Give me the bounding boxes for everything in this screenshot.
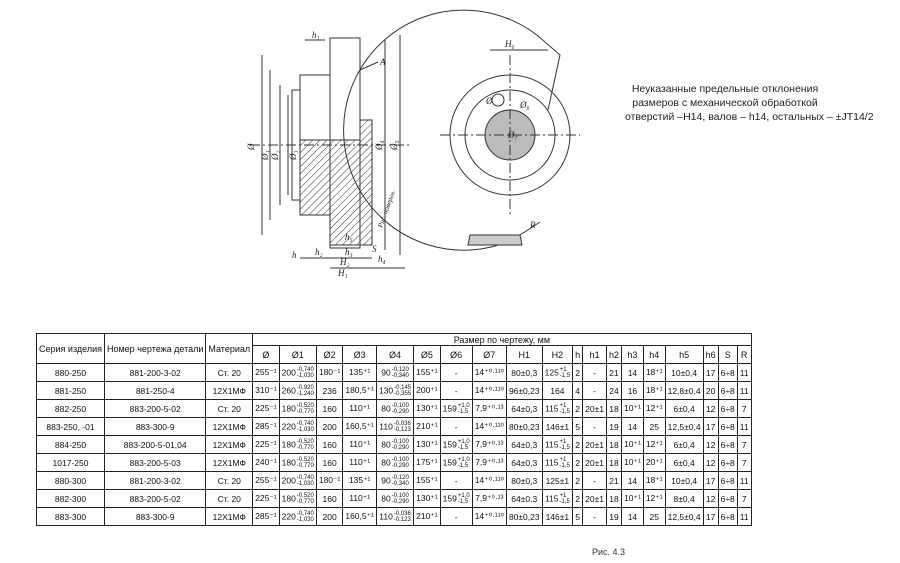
table-cell: 115 +1 -1,5 (542, 436, 573, 454)
table-cell: 110 -0,036 -0,123 (376, 508, 413, 526)
table-cell: - (583, 364, 607, 382)
table-cell: 80±0,3 (506, 364, 542, 382)
table-cell: 12Х1МФ (206, 418, 253, 436)
table-cell: 2 (573, 454, 583, 472)
table-cell: 130⁺¹ (414, 490, 441, 508)
table-cell: 7 (737, 490, 751, 508)
table-cell: 80 -0,100 -0,290 (376, 454, 413, 472)
table-cell: 881-250-4 (104, 382, 205, 400)
table-cell: 18 (607, 436, 622, 454)
table-cell: 180,5⁺¹ (343, 382, 377, 400)
table-cell: 7 (737, 436, 751, 454)
table-cell: 17 (703, 472, 718, 490)
table-cell: 160 (316, 436, 343, 454)
table-cell: 18 (607, 400, 622, 418)
table-cell: 17 (703, 508, 718, 526)
table-cell: 883-200-5-02 (104, 400, 205, 418)
table-row (37, 472, 752, 490)
table-cell: 240⁻¹ (253, 454, 280, 472)
table-cell: 11 (737, 418, 751, 436)
table-cell: 159 +1,0 -1,5 (440, 490, 472, 508)
table-cell: 260 -0,920 -1,240 (279, 382, 316, 400)
table-cell: - (583, 382, 607, 400)
label-H2: H₂ (340, 257, 350, 267)
label-d2: Ø₂ (270, 150, 280, 160)
table-cell: 7 (737, 454, 751, 472)
table-cell: 12Х1МФ (206, 436, 253, 454)
size-col-header: Ø2 (316, 346, 343, 364)
table-cell: 200 (316, 508, 343, 526)
label-d7: Ø₇ (508, 130, 518, 140)
table-cell: 20 (703, 382, 718, 400)
table-cell: 1017-250 (37, 454, 105, 472)
table-cell: 7,9⁺⁰·¹³ (472, 490, 506, 508)
table-cell: 881-250 (37, 382, 105, 400)
table-cell: 12,8±0,4 (665, 382, 703, 400)
table-cell: 225⁻¹ (253, 400, 280, 418)
table-cell: 12 (703, 454, 718, 472)
label-d4: Ø₄ (374, 140, 384, 150)
label-R: R (530, 220, 536, 230)
table-cell: 255⁻¹ (253, 364, 280, 382)
table-cell: 160,5⁺¹ (343, 508, 377, 526)
table-cell: - (440, 508, 472, 526)
label-d3: Ø₃ (288, 150, 298, 160)
table-cell: 225⁻¹ (253, 490, 280, 508)
table-cell: 110⁺¹ (343, 436, 377, 454)
size-col-header: h5 (665, 346, 703, 364)
table-cell: 12Х1МФ (206, 508, 253, 526)
table-cell: 12 (703, 436, 718, 454)
table-cell: Ст. 20 (206, 364, 253, 382)
table-cell: 883-250, -01 (37, 418, 105, 436)
table-cell: 883-200-5-02 (104, 490, 205, 508)
table-cell: 24 (607, 382, 622, 400)
table-cell: 80±0,23 (506, 508, 542, 526)
size-col-header: Ø7 (472, 346, 506, 364)
table-cell: 200 -0,740 -1,030 (279, 472, 316, 490)
table-cell: 146±1 (542, 418, 573, 436)
table-cell: 180 -0,520 -0,770 (279, 436, 316, 454)
table-cell: 146±1 (542, 508, 573, 526)
size-col-header: h3 (622, 346, 644, 364)
table-cell: 883-300-9 (104, 418, 205, 436)
note-line-2: размеров с механической обработкой (632, 97, 818, 109)
table-cell: 200⁺¹ (414, 382, 441, 400)
table-cell: 16 (622, 382, 644, 400)
table-cell: 883-300 (37, 508, 105, 526)
table-cell: 80±0,3 (506, 472, 542, 490)
table-cell: 880-300 (37, 472, 105, 490)
size-col-header: R (737, 346, 751, 364)
table-row (37, 364, 752, 382)
table-cell: 80 -0,100 -0,290 (376, 436, 413, 454)
size-col-header: Ø (253, 346, 280, 364)
table-cell: 159 +1,0 -1,5 (440, 454, 472, 472)
table-cell: 5 (573, 418, 583, 436)
table-cell: 7,9⁺⁰·¹³ (472, 400, 506, 418)
table-cell: 210⁺¹ (414, 508, 441, 526)
table-cell: 12Х1МФ (206, 454, 253, 472)
size-col-header: S (718, 346, 737, 364)
size-col-header: Ø3 (343, 346, 377, 364)
table-cell: 7,9⁺⁰·¹³ (472, 454, 506, 472)
table-cell: 155⁺¹ (414, 364, 441, 382)
spec-table (36, 333, 752, 526)
table-cell: 135⁺¹ (343, 364, 377, 382)
size-col-header: h6 (703, 346, 718, 364)
note-formula: JT14/2 (841, 111, 874, 123)
table-cell: 159 +1,0 -1,5 (440, 436, 472, 454)
table-row (37, 490, 752, 508)
label-S: S (372, 244, 377, 254)
table-cell: 17 (703, 364, 718, 382)
table-cell: 12 (703, 490, 718, 508)
size-col-header: H1 (506, 346, 542, 364)
table-cell: 64±0,3 (506, 400, 542, 418)
label-b: Ø (486, 96, 493, 106)
table-row (37, 436, 752, 454)
table-cell: 6÷8 (718, 400, 737, 418)
table-cell: 20±1 (583, 454, 607, 472)
table-cell: 2 (573, 472, 583, 490)
table-cell: 7,9⁺⁰·¹³ (472, 436, 506, 454)
table-cell: 2 (573, 364, 583, 382)
table-cell: 12⁺¹ (643, 436, 665, 454)
label-H1: H₁ (338, 268, 348, 278)
table-cell: 14⁺⁰·¹¹⁰ (472, 382, 506, 400)
table-cell: 130 -0,145 -0,355 (376, 382, 413, 400)
table-cell: 155⁺¹ (414, 472, 441, 490)
label-h3: h₃ (345, 247, 353, 257)
table-cell: - (583, 418, 607, 436)
table-cell: 12⁺¹ (643, 490, 665, 508)
table-cell: 14⁺⁰·¹¹⁰ (472, 508, 506, 526)
label-h1: h₁ (312, 30, 320, 40)
table-cell: 12,5±0,4 (665, 508, 703, 526)
table-cell: 96±0,23 (506, 382, 542, 400)
table-cell: 10⁺¹ (622, 490, 644, 508)
table-cell: 80±0,23 (506, 418, 542, 436)
table-cell: 884-250 (37, 436, 105, 454)
size-col-header: Ø6 (440, 346, 472, 364)
table-cell: Ст. 20 (206, 400, 253, 418)
table-cell: 20±1 (583, 436, 607, 454)
table-cell: 220 -0,740 -1,030 (279, 418, 316, 436)
table-row (37, 382, 752, 400)
label-d6: Ø₆ (520, 100, 530, 110)
table-cell: 17 (703, 418, 718, 436)
table-cell: 210⁺¹ (414, 418, 441, 436)
table-cell: 6±0,4 (665, 436, 703, 454)
table-cell: 200 (316, 418, 343, 436)
table-cell: 90 -0,120 -0,340 (376, 472, 413, 490)
table-cell: 883-200-5-03 (104, 454, 205, 472)
table-cell: 130⁺¹ (414, 400, 441, 418)
table-cell: 12⁺¹ (643, 400, 665, 418)
table-cell: 14⁺⁰·¹¹⁰ (472, 472, 506, 490)
table-cell: 10±0,4 (665, 472, 703, 490)
table-cell: 883-200-5-01,04 (104, 436, 205, 454)
table-cell: 180 -0,520 -0,770 (279, 454, 316, 472)
figure-caption: Рис. 4.3 (592, 547, 626, 557)
table-cell: 12 (703, 400, 718, 418)
table-cell: Ст. 20 (206, 490, 253, 508)
note-line-1: Неуказанные предельные отклонения (631, 83, 819, 95)
table-cell: 160 (316, 454, 343, 472)
table-cell: 11 (737, 382, 751, 400)
table-cell: 6÷8 (718, 418, 737, 436)
table-cell: 14 (622, 418, 644, 436)
size-col-header: Ø1 (279, 346, 316, 364)
table-cell: 2 (573, 436, 583, 454)
size-col-header: h (573, 346, 583, 364)
table-cell: 5 (573, 508, 583, 526)
table-cell: 14⁺⁰·¹¹⁰ (472, 418, 506, 436)
table-cell: 7 (737, 400, 751, 418)
table-cell: 6÷8 (718, 454, 737, 472)
table-cell: 160,5⁺¹ (343, 418, 377, 436)
table-cell: 110 -0,036 -0,123 (376, 418, 413, 436)
label-surface: Рис. поверхн. (376, 189, 398, 229)
table-cell: 19 (607, 418, 622, 436)
table-cell: 20⁺¹ (643, 454, 665, 472)
table-cell: 225⁻¹ (253, 436, 280, 454)
table-cell: 883-300-9 (104, 508, 205, 526)
size-col-header: h2 (607, 346, 622, 364)
table-cell: 115 +1 -1,5 (542, 490, 573, 508)
label-H6: H₆ (505, 39, 515, 49)
table-cell: 236 (316, 382, 343, 400)
table-cell: 220 -0,740 -1,030 (279, 508, 316, 526)
table-cell: 2 (573, 490, 583, 508)
table-cell: - (583, 508, 607, 526)
table-cell: 115 +1 -1,5 (542, 454, 573, 472)
table-cell: 20±1 (583, 400, 607, 418)
table-cell: Ст. 20 (206, 472, 253, 490)
table-cell: 880-250 (37, 364, 105, 382)
table-cell: 14 (622, 364, 644, 382)
table-cell: 135⁺¹ (343, 472, 377, 490)
table-cell: 175⁺¹ (414, 454, 441, 472)
table-cell: 6÷8 (718, 436, 737, 454)
table-row (37, 454, 752, 472)
table-cell: 19 (607, 508, 622, 526)
table-cell: 125±1 (542, 472, 573, 490)
table-cell: 6÷8 (718, 490, 737, 508)
table-cell: 10⁺¹ (622, 436, 644, 454)
table-cell: 110⁺¹ (343, 490, 377, 508)
label-d: Ø (246, 143, 256, 150)
table-cell: 18 (607, 490, 622, 508)
table-cell: 285⁻¹ (253, 508, 280, 526)
table-cell: 10⁺¹ (622, 454, 644, 472)
table-cell: 6÷8 (718, 472, 737, 490)
table-cell: 20±1 (583, 490, 607, 508)
table-cell: 64±0,3 (506, 454, 542, 472)
table-cell: 90 -0,120 -0,340 (376, 364, 413, 382)
label-h2: h₂ (315, 247, 323, 257)
table-row (37, 400, 752, 418)
table-cell: 2 (573, 400, 583, 418)
front-view (344, 10, 580, 250)
table-cell: 160 (316, 400, 343, 418)
col-drawing-header: Номер чертежа детали (104, 334, 205, 364)
table-cell: 881-200-3-02 (104, 472, 205, 490)
table-cell: 110⁺¹ (343, 454, 377, 472)
table-cell: 881-200-3-02 (104, 364, 205, 382)
table-cell: 882-300 (37, 490, 105, 508)
note-line-3: отверстий –H14, валов – h14, остальных – ±JT14/2 (625, 111, 874, 123)
table-cell: 6±0,4 (665, 454, 703, 472)
table-cell: 882-250 (37, 400, 105, 418)
col-series-header: Серия изделия (37, 334, 105, 364)
table-cell: 8±0,4 (665, 490, 703, 508)
table-cell: 18⁺¹ (643, 364, 665, 382)
table-cell: 21 (607, 364, 622, 382)
table-cell: - (440, 418, 472, 436)
size-col-header: Ø4 (376, 346, 413, 364)
table-cell: - (583, 472, 607, 490)
table-cell: 25 (643, 508, 665, 526)
table-cell: - (440, 364, 472, 382)
table-cell: 10⁺¹ (622, 400, 644, 418)
label-h4: h₄ (378, 254, 386, 264)
table-cell: 12Х1МФ (206, 382, 253, 400)
table-cell: 18⁺¹ (643, 382, 665, 400)
table-cell: 110⁺¹ (343, 400, 377, 418)
size-col-header: h1 (583, 346, 607, 364)
table-cell: - (440, 472, 472, 490)
table-cell: 180 -0,520 -0,770 (279, 400, 316, 418)
table-cell: 14 (622, 508, 644, 526)
table-cell: 14 (622, 472, 644, 490)
table-cell: 159 +1,0 -1,5 (440, 400, 472, 418)
table-cell: 14⁺⁰·¹¹⁰ (472, 364, 506, 382)
table-cell: 130⁺¹ (414, 436, 441, 454)
table-cell: 164 (542, 382, 573, 400)
table-cell: 310⁻¹ (253, 382, 280, 400)
table-cell: 80 -0,100 -0,290 (376, 490, 413, 508)
table-cell: 4 (573, 382, 583, 400)
table-cell: 18⁺¹ (643, 472, 665, 490)
size-col-header: h4 (643, 346, 665, 364)
table-cell: 160 (316, 490, 343, 508)
table-cell: 11 (737, 472, 751, 490)
table-cell: 10±0,4 (665, 364, 703, 382)
size-col-header: Ø5 (414, 346, 441, 364)
label-A: A (380, 57, 386, 67)
table-row (37, 508, 752, 526)
table-cell: 200 -0,740 -1,030 (279, 364, 316, 382)
label-h: h (292, 250, 297, 260)
table-cell: 180 -0,520 -0,770 (279, 490, 316, 508)
table-cell: 64±0,3 (506, 436, 542, 454)
table-cell: 6÷8 (718, 382, 737, 400)
label-d1: Ø₁ (260, 150, 270, 160)
table-cell: 12,5±0,4 (665, 418, 703, 436)
table-cell: 80 -0,100 -0,290 (376, 400, 413, 418)
size-header: Размер по чертежу, мм (253, 334, 751, 346)
table-cell: 115 +1 -1,5 (542, 400, 573, 418)
label-h5: h₅ (345, 232, 353, 242)
table-cell: - (440, 382, 472, 400)
table-cell: 6±0,4 (665, 400, 703, 418)
table-cell: 64±0,3 (506, 490, 542, 508)
table-cell: 125 +1 -1,5 (542, 364, 573, 382)
table-cell: 25 (643, 418, 665, 436)
size-col-header: H2 (542, 346, 573, 364)
col-material-header: Материал (206, 334, 253, 364)
table-cell: 11 (737, 364, 751, 382)
table-cell: 285⁻¹ (253, 418, 280, 436)
table-cell: 21 (607, 472, 622, 490)
table-cell: 255⁻¹ (253, 472, 280, 490)
tolerance-note (625, 82, 874, 124)
table-cell: 180⁻¹ (316, 364, 343, 382)
table-cell: 11 (737, 508, 751, 526)
table-cell: 180⁻¹ (316, 472, 343, 490)
label-d5: Ø₅ (389, 140, 399, 150)
table-cell: 6÷8 (718, 364, 737, 382)
table-row (37, 418, 752, 436)
table-cell: 6÷8 (718, 508, 737, 526)
table-cell: 18 (607, 454, 622, 472)
